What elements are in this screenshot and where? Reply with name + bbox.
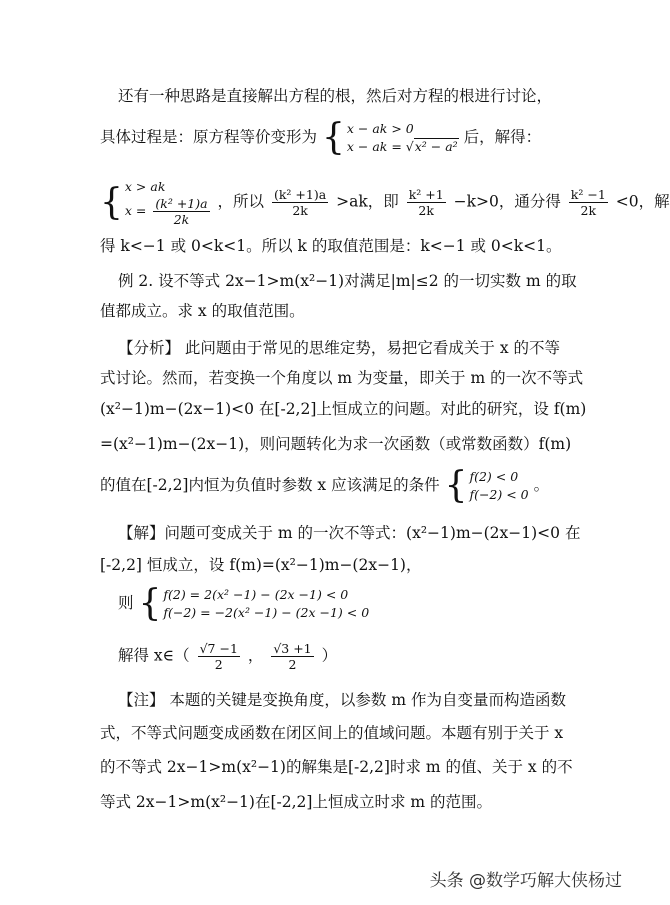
- brace-icon: {: [100, 181, 123, 223]
- paragraph-text: 后，解得：: [463, 128, 542, 146]
- fraction: $\frac{\text{k² −1}}{2k}$: [570, 187, 606, 218]
- paragraph-text: ，所以: [217, 192, 265, 211]
- comma: ，: [247, 646, 264, 665]
- paragraph-text: 还有一种思路是直接解出方程的根，然后对方程的根进行讨论，: [118, 87, 553, 105]
- equation-row: x = $\frac{\text{(k² +1)a}}{2k}$: [124, 196, 208, 227]
- solution-text: [-2,2] 恒成立，设 f(m)=(x²−1)m−(2x−1)，: [100, 556, 422, 574]
- equation-system: [321, 117, 459, 158]
- equation-system: [100, 178, 213, 227]
- brace-icon: {: [138, 583, 162, 624]
- equation-row: x > ak: [124, 179, 166, 194]
- paragraph-text: >ak，即: [336, 192, 399, 211]
- note-text: 【注】 本题的关键是变换角度，以参数 m 作为自变量而构造函数: [118, 691, 566, 709]
- equation-row: f(−2) < 0: [469, 487, 529, 502]
- solution-line-equation: [118, 583, 370, 624]
- analysis-line-equation: [100, 465, 550, 506]
- equation-row: x − ak = √x² − a²: [346, 139, 458, 154]
- fraction: $\frac{\text{(k² +1)a}}{2k}$: [273, 187, 327, 218]
- fraction: $\frac{√7 -1}{2}$: [199, 641, 238, 672]
- fraction: $\frac{\text{k² +1}}{2k}$: [408, 187, 444, 218]
- note-text: 的不等式 2x−1>m(x²−1)的解集是[-2,2]时求 m 的值、关于 x 的不: [100, 758, 573, 776]
- fraction: $\frac{\text{(k² +1)a}}{2k}$: [155, 196, 208, 227]
- solution-result: [118, 641, 337, 672]
- analysis-text: 。: [533, 476, 550, 494]
- example-text: 值都成立。求 x 的取值范围。: [100, 302, 305, 320]
- paragraph-line-equation: [100, 178, 670, 227]
- analysis-text: 【分析】 此问题由于常见的思维定势，易把它看成关于 x 的不等: [118, 339, 561, 357]
- analysis-text: =(x²−1)m−(2x−1)，则问题转化为求一次函数（或常数函数）f(m): [100, 435, 572, 453]
- solution-text: ）: [321, 646, 338, 665]
- example-text: 例 2. 设不等式 2x−1>m(x²−1)对满足|m|≤2 的一切实数 m 的取: [118, 272, 577, 290]
- equation-row: f(2) = 2(x² −1) − (2x −1) < 0: [163, 587, 349, 602]
- paragraph-text: <0，解: [615, 192, 670, 211]
- note-text: 式，不等式问题变成函数在闭区间上的值域问题。本题有别于关于 x: [100, 724, 564, 742]
- solution-text: 【解】问题可变成关于 m 的一次不等式：(x²−1)m−(2x−1)<0 在: [118, 524, 581, 542]
- solution-text: 则: [118, 594, 134, 612]
- paragraph-text: −k>0，通分得: [453, 192, 561, 211]
- analysis-text: 的值在[-2,2]内恒为负值时参数 x 应该满足的条件: [100, 476, 440, 494]
- brace-icon: {: [321, 117, 345, 158]
- paragraph-line-equation: [100, 117, 542, 158]
- equation-row: f(2) < 0: [469, 469, 519, 484]
- watermark: 头条 @数学巧解大侠杨过: [429, 871, 622, 891]
- equation-system: [444, 465, 529, 506]
- solution-text: 解得 x∈（: [118, 646, 190, 665]
- equation-system: [138, 583, 370, 624]
- equation-row: x − ak > 0: [346, 121, 414, 136]
- note-text: 等式 2x−1>m(x²−1)在[-2,2]上恒成立时求 m 的范围。: [100, 793, 492, 811]
- paragraph-text: 具体过程是：原方程等价变形为: [100, 128, 318, 146]
- brace-icon: {: [444, 465, 468, 506]
- analysis-text: (x²−1)m−(2x−1)<0 在[-2,2]上恒成立的问题。对此的研究，设 f(m): [100, 400, 587, 418]
- analysis-text: 式讨论。然而，若变换一个角度以 m 为变量，即关于 m 的一次不等式: [100, 369, 584, 387]
- paragraph-text: 得 k<−1 或 0<k<1。所以 k 的取值范围是：k<−1 或 0<k<1。: [100, 237, 562, 255]
- fraction: $\frac{√3 +1}{2}$: [273, 641, 312, 672]
- equation-row: f(−2) = −2(x² −1) − (2x −1) < 0: [163, 605, 370, 620]
